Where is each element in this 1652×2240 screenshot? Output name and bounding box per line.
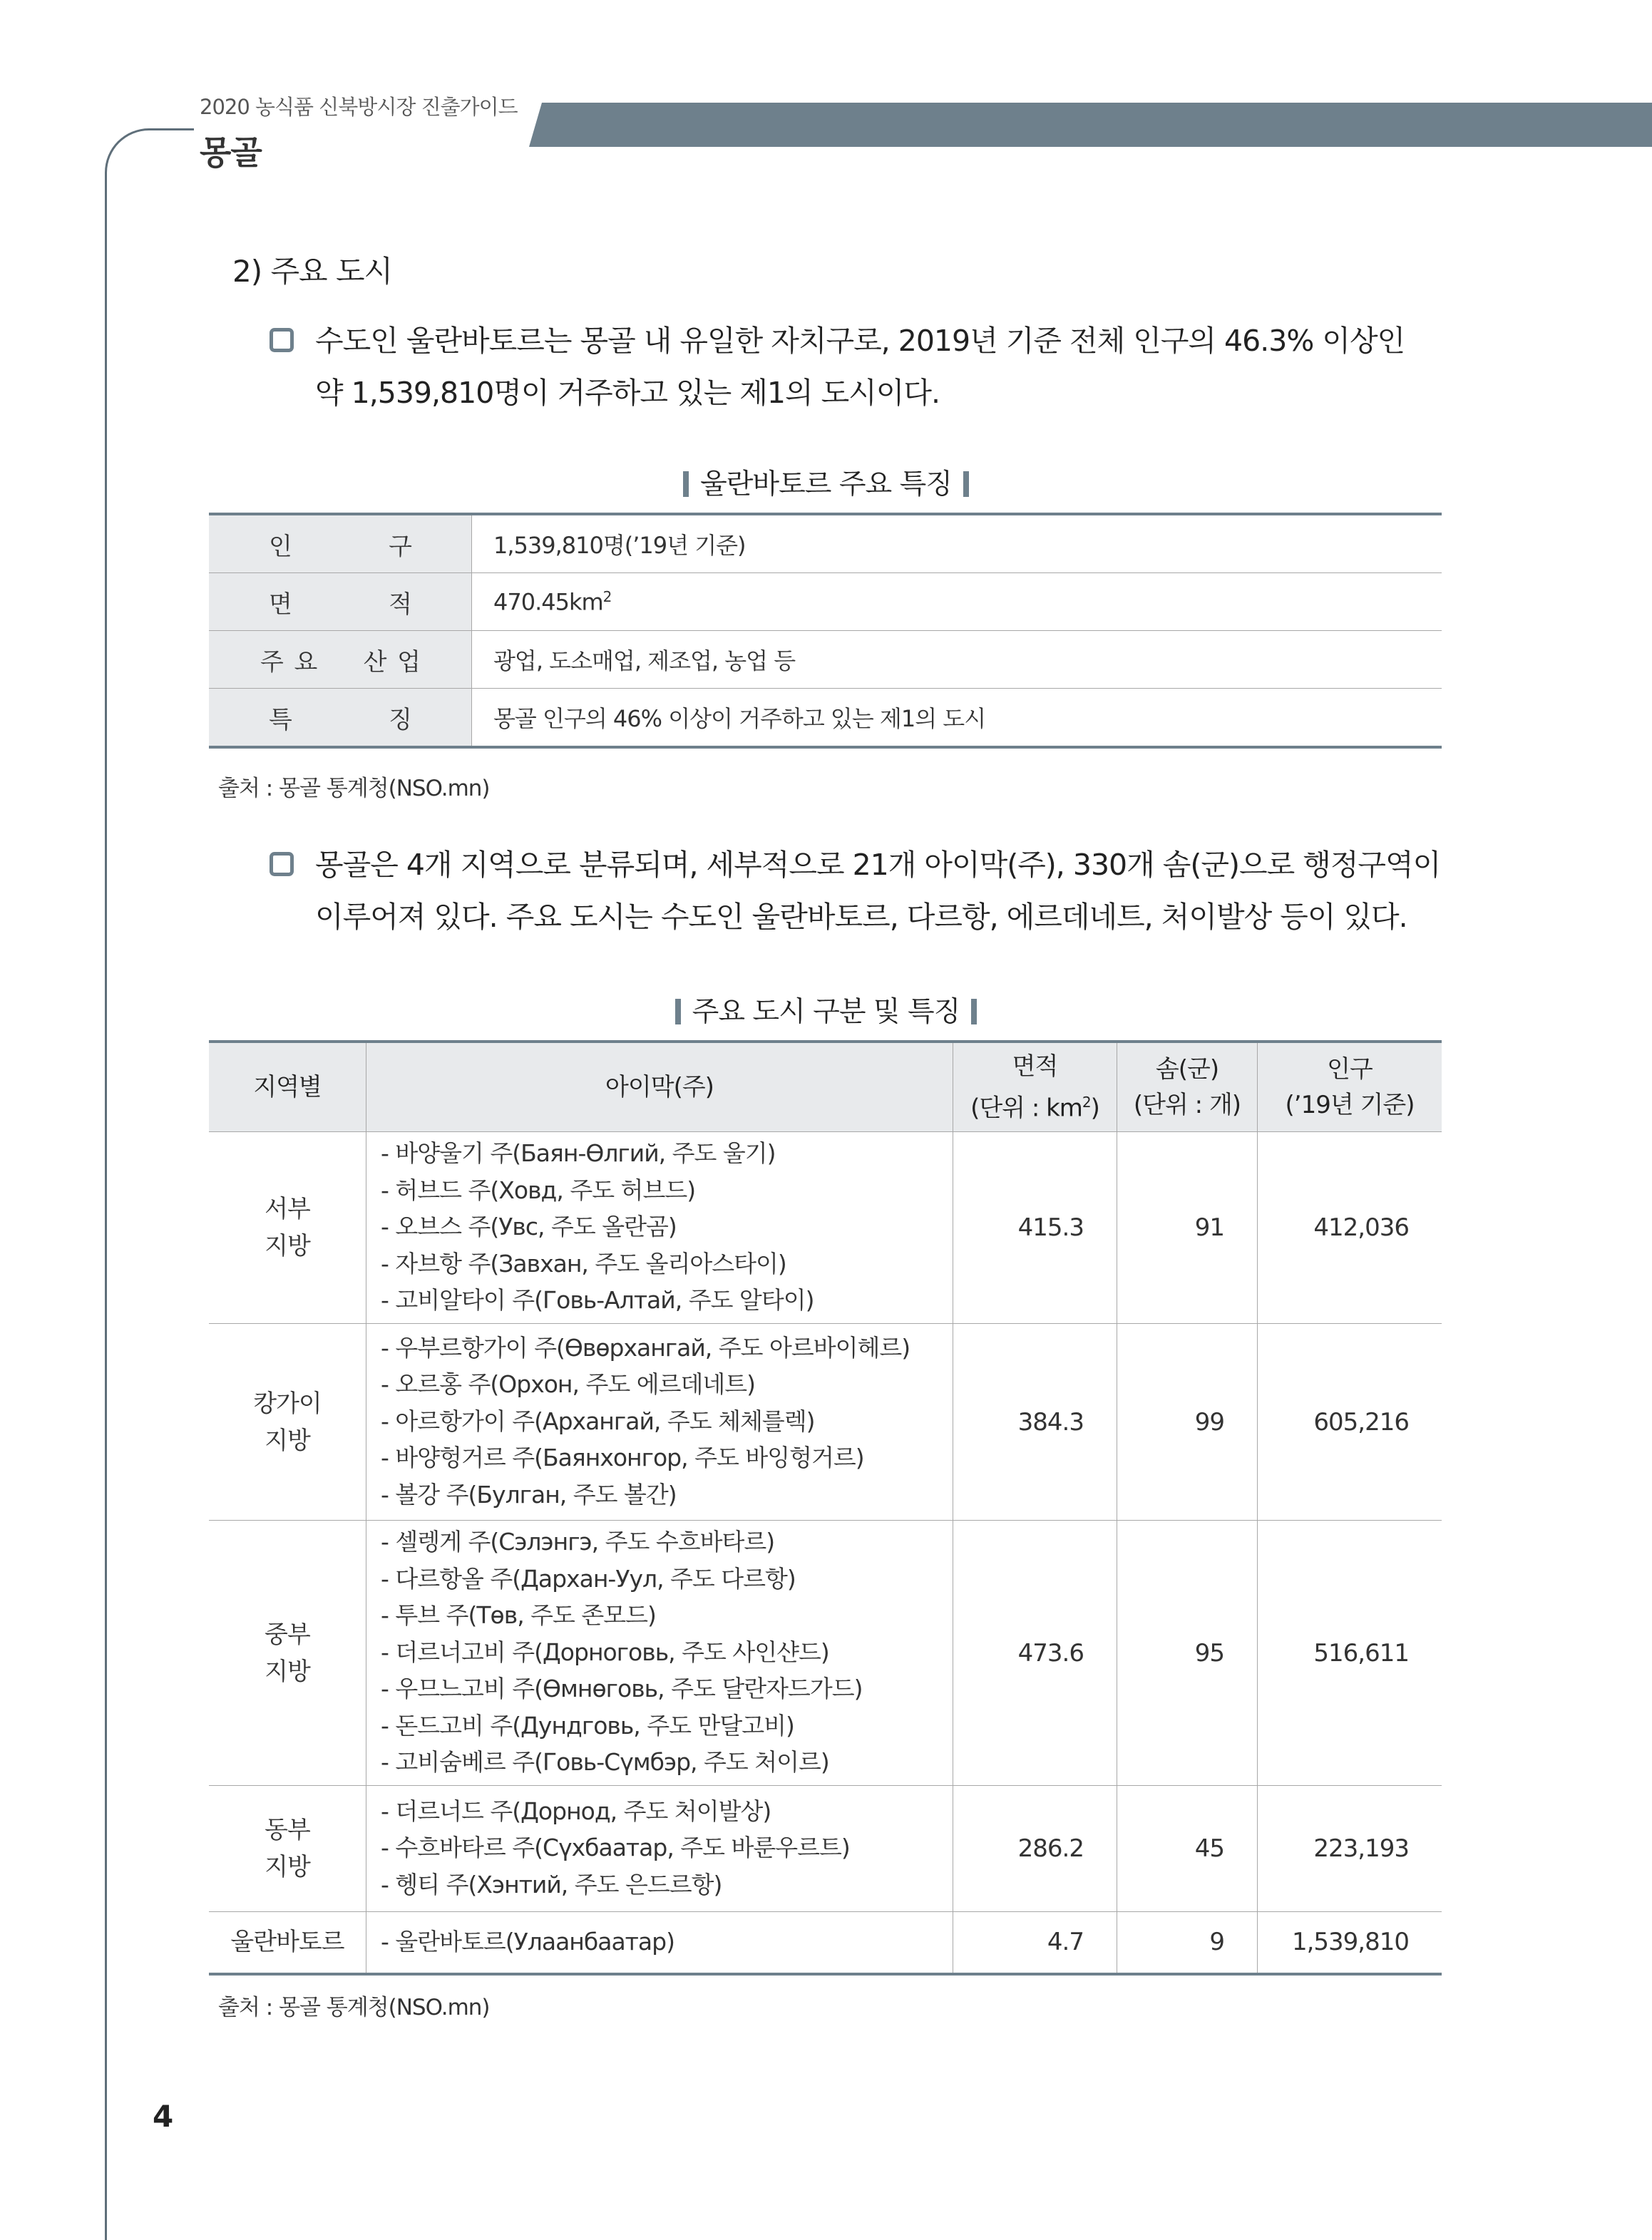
region-cell: [209, 1521, 366, 1786]
header-subtitle: 2020 농식품 신북방시장 진출가이드: [200, 95, 518, 119]
aimag-item: - 더르너고비 주(Дорноговь, 주도 사인샨드): [381, 1638, 829, 1666]
header-aimag: 아이막(주): [366, 1042, 953, 1132]
region-label: 서부: [265, 1195, 310, 1223]
label-char: 징: [389, 705, 411, 734]
aimag-item: - 오르홍 주(Орхон, 주도 에르데네트): [381, 1370, 755, 1399]
aimag-item: - 아르항가이 주(Архангай, 주도 체체를렉): [381, 1407, 815, 1435]
header-area-close: ): [1090, 1094, 1099, 1123]
table-row: [209, 1786, 1442, 1912]
bullet-1-line-1: 수도인 울란바토르는 몽골 내 유일한 자치구로, 2019년 기준 전체 인구의 46.3% 이상인: [315, 324, 1405, 358]
label-char: 산: [363, 647, 386, 677]
soum-cell: 99: [1117, 1324, 1258, 1521]
aimag-item: - 더르너드 주(Дорнод, 주도 처이발상): [381, 1797, 771, 1825]
aimag-list-cell: [366, 1786, 953, 1912]
table-row: [209, 689, 1442, 748]
label-char: 요: [294, 647, 317, 677]
page-frame-line: [105, 128, 194, 2240]
aimag-list-cell: [366, 1132, 953, 1324]
label-char: 특: [269, 705, 292, 734]
header-pop-line2: (’19년 기준): [1285, 1091, 1415, 1119]
row-value: 1,539,810명(’19년 기준): [472, 514, 1442, 573]
region-label: 지방: [265, 1232, 310, 1260]
aimag-list-cell: [366, 1912, 953, 1974]
aimag-item: - 바양헝거르 주(Баянхонгор, 주도 바잉헝거르): [381, 1444, 864, 1472]
header-area: [953, 1042, 1117, 1132]
aimag-item: - 허브드 주(Ховд, 주도 허브드): [381, 1176, 696, 1204]
row-label: [209, 573, 472, 631]
area-value: 470.45km: [493, 588, 603, 616]
aimag-list-cell: [366, 1521, 953, 1786]
square-bullet-icon: [270, 328, 294, 352]
aimag-item: - 고비알타이 주(Говь-Алтай, 주도 알타이): [381, 1286, 814, 1315]
aimag-item: - 볼강 주(Булган, 주도 볼간): [381, 1480, 677, 1509]
label-char: 업: [397, 647, 420, 677]
region-cell: [209, 1324, 366, 1521]
aimag-item: - 오브스 주(Увс, 주도 올란곰): [381, 1213, 677, 1241]
region-label: 지방: [265, 1426, 310, 1455]
table1-source: 출처 : 몽골 통계청(NSO.mn): [218, 776, 490, 801]
header-title: 몽골: [200, 133, 262, 172]
aimag-item: - 수흐바타르 주(Сүхбаатар, 주도 바룬우르트): [381, 1834, 850, 1862]
area-sup: 2: [602, 587, 612, 605]
aimag-item: - 다르항올 주(Дархан-Уул, 주도 다르항): [381, 1564, 796, 1593]
header-soum-line1: 솜(군): [1155, 1055, 1219, 1084]
header-pop-line1: 인구: [1327, 1055, 1373, 1084]
region-cell: [209, 1132, 366, 1324]
header-area-line1: 면적: [1012, 1052, 1058, 1081]
aimag-item: - 투브 주(Төв, 주도 존모드): [381, 1601, 656, 1630]
region-cell: [209, 1912, 366, 1974]
header-soum: [1117, 1042, 1258, 1132]
row-label: [209, 689, 472, 748]
population-cell: 1,539,810: [1291, 1928, 1409, 1957]
row-value: 몽골 인구의 46% 이상이 거주하고 있는 제1의 도시: [493, 705, 986, 732]
label-char: 적: [389, 590, 411, 619]
table2-caption-text: 주요 도시 구분 및 특징: [692, 996, 960, 1028]
aimag-item: - 우부르항가이 주(Өвөрхангай, 주도 아르바이헤르): [381, 1333, 910, 1362]
table-row: [209, 631, 1442, 689]
header-bar: [529, 103, 1652, 147]
aimag-item: - 울란바토르(Улаанбаатар): [381, 1927, 674, 1956]
aimag-item: - 우므느고비 주(Өмнөговь, 주도 달란자드가드): [381, 1675, 863, 1703]
header-region: 지역별: [209, 1042, 366, 1132]
table-row: [209, 1132, 1442, 1324]
soum-cell: 45: [1117, 1786, 1258, 1912]
major-cities-table: [209, 1040, 1442, 1976]
population-cell: 605,216: [1258, 1324, 1442, 1521]
region-label: 동부: [265, 1816, 310, 1844]
table-row: [209, 1324, 1442, 1521]
caption-bar-right: [971, 999, 977, 1024]
area-cell: 384.3: [953, 1324, 1117, 1521]
aimag-item: - 고비숨베르 주(Говь-Сүмбэр, 주도 처이르): [381, 1748, 829, 1777]
label-char: 주: [260, 647, 283, 677]
major-cities-table-body: [209, 1132, 1442, 1974]
square-bullet-icon: [270, 852, 294, 876]
aimag-list-cell: [366, 1324, 953, 1521]
label-char: 인: [269, 532, 292, 561]
caption-bar-left: [683, 471, 689, 497]
row-value: [472, 573, 1442, 631]
caption-bar-left: [675, 999, 681, 1024]
caption-bar-right: [963, 471, 969, 497]
page-number: 4: [153, 2099, 174, 2134]
region-cell: [209, 1786, 366, 1912]
aimag-item: - 자브항 주(Завхан, 주도 올리아스타이): [381, 1249, 786, 1278]
label-char: 구: [389, 532, 411, 561]
aimag-item: - 셀렝게 주(Сэлэнгэ, 주도 수흐바타르): [381, 1528, 775, 1556]
row-value: 광업, 도소매업, 제조업, 농업 등: [472, 631, 1442, 689]
area-cell: 286.2: [953, 1786, 1117, 1912]
label-char: 면: [269, 590, 292, 619]
table-row: [209, 1912, 1442, 1974]
aimag-item: - 바양울기 주(Баян-Өлгий, 주도 울기): [381, 1139, 776, 1168]
aimag-item: - 돈드고비 주(Дундговь, 주도 만달고비): [381, 1711, 794, 1740]
header-area-sup: 2: [1082, 1093, 1091, 1111]
bullet-1-line-2: 약 1,539,810명이 거주하고 있는 제1의 도시이다.: [315, 376, 940, 410]
table-header-row: [209, 1042, 1442, 1132]
row-label: [209, 514, 472, 573]
ulaanbaatar-features-table: [209, 513, 1442, 749]
table1-caption: [0, 462, 1652, 502]
soum-cell: 91: [1117, 1132, 1258, 1324]
soum-cell: 95: [1117, 1521, 1258, 1786]
area-cell: 415.3: [953, 1132, 1117, 1324]
region-label: 지방: [265, 1657, 310, 1686]
bullet-paragraph-2: [270, 839, 1453, 943]
area-cell: 4.7: [953, 1912, 1117, 1974]
region-label: 지방: [265, 1853, 310, 1881]
table-row: [209, 1521, 1442, 1786]
table-row: [209, 514, 1442, 573]
region-label: 캉가이: [253, 1389, 322, 1418]
population-cell: 516,611: [1258, 1521, 1442, 1786]
population-cell: 412,036: [1258, 1132, 1442, 1324]
header-soum-line2: (단위 : 개): [1133, 1091, 1241, 1119]
table2-source: 출처 : 몽골 통계청(NSO.mn): [218, 1995, 490, 2020]
header-population: [1258, 1042, 1442, 1132]
table-row: [209, 573, 1442, 631]
soum-cell: 9: [1117, 1912, 1258, 1974]
table2-caption: [0, 990, 1652, 1029]
aimag-item: - 헹티 주(Хэнтий, 주도 은드르항): [381, 1870, 722, 1899]
header-area-line2: [953, 1084, 1117, 1126]
area-cell: 473.6: [953, 1521, 1117, 1786]
bullet-2-line-1: 몽골은 4개 지역으로 분류되며, 세부적으로 21개 아이막(주), 330개 솜(군)으로 행정구역이: [315, 848, 1441, 882]
row-label: [209, 631, 472, 689]
region-label: 중부: [265, 1620, 310, 1649]
bullet-paragraph-1: [270, 315, 1453, 419]
population-cell: 223,193: [1258, 1786, 1442, 1912]
section-title: 2) 주요 도시: [232, 254, 393, 289]
table1-caption-text: 울란바토르 주요 특징: [700, 468, 952, 500]
bullet-2-line-2: 이루어져 있다. 주요 도시는 수도인 울란바토르, 다르항, 에르데네트, 처이발상 등이 있다.: [315, 900, 1407, 934]
region-label: 울란바토르: [230, 1928, 344, 1957]
header-area-unit: (단위 : km: [970, 1094, 1082, 1123]
